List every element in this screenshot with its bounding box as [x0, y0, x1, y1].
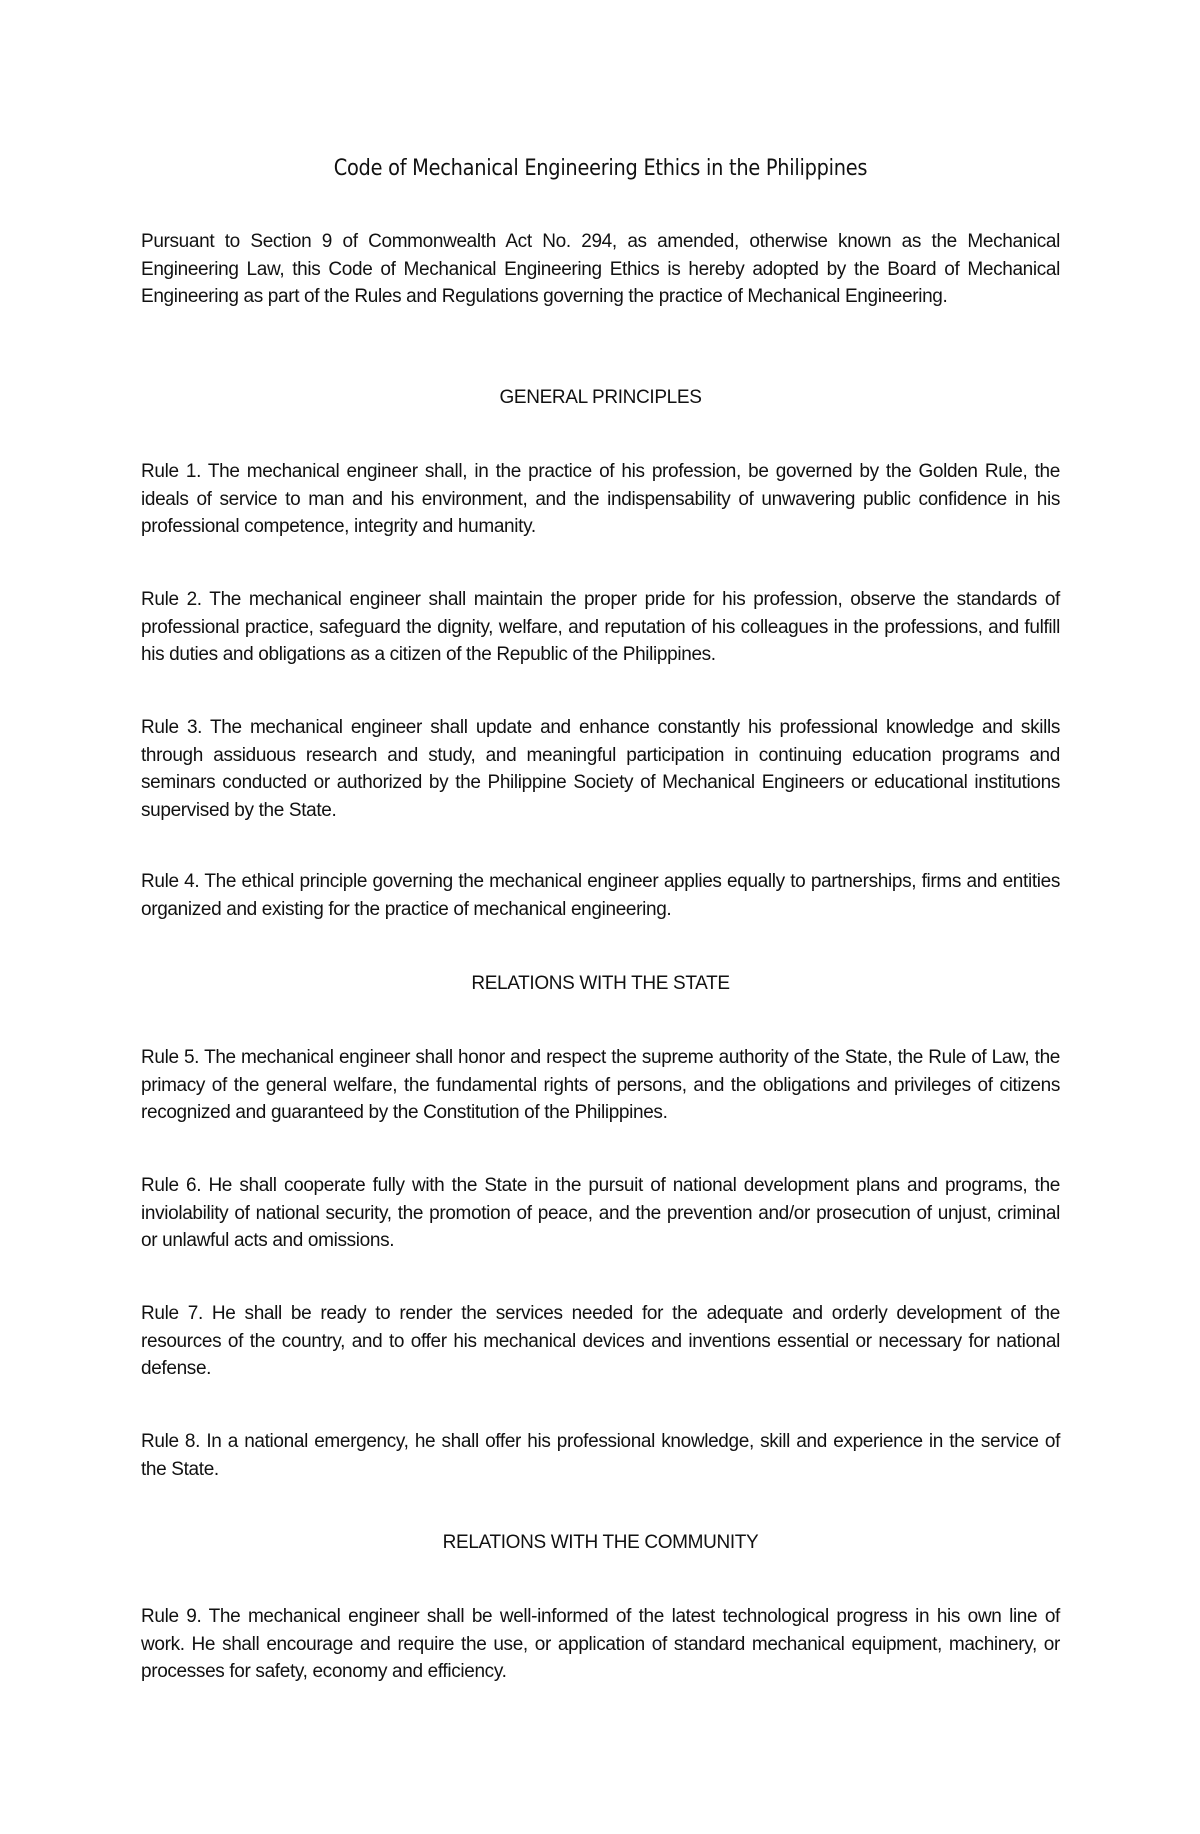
rule-9-paragraph: Rule 9. The mechanical engineer shall be well-informed of the latest technological progress in his own line of work. He shall encourage and require the use, or application of standard mechanical equipment, machinery, or processes for safety, economy and efficiency. — [141, 1606, 1060, 1682]
section-heading-relations-state: RELATIONS WITH THE STATE — [471, 973, 730, 994]
rule-2-paragraph: Rule 2. The mechanical engineer shall maintain the proper pride for his profession, observe the standards of professional practice, safeguard the dignity, welfare, and reputation of his colleagues in the professions, and fulfill his duties and obligations as a citizen of the Republic of the Philippines. — [141, 589, 1060, 665]
rule-6-paragraph: Rule 6. He shall cooperate fully with the State in the pursuit of national development plans and programs, the inviolability of national security, the promotion of peace, and the prevention and/or prosecution of unjust, criminal or unlawful acts and omissions. — [141, 1175, 1060, 1251]
rule-8-paragraph: Rule 8. In a national emergency, he shall offer his professional knowledge, skill and experience in the service of the State. — [141, 1431, 1060, 1480]
rule-4-paragraph: Rule 4. The ethical principle governing the mechanical engineer applies equally to partnerships, firms and entities organized and existing for the practice of mechanical engineering. — [141, 871, 1060, 920]
section-heading-general-principles: GENERAL PRINCIPLES — [499, 387, 702, 408]
intro-paragraph: Pursuant to Section 9 of Commonwealth Act No. 294, as amended, otherwise known as the Mechanical Engineering Law, this Code of Mechanical Engineering Ethics is hereby adopted by the Board of Mechanical Engineering as part of the Rules and Regulations governing the practice of Mechanical Engineering. — [141, 231, 1060, 307]
rule-5-paragraph: Rule 5. The mechanical engineer shall honor and respect the supreme authority of the State, the Rule of Law, the primacy of the general welfare, the fundamental rights of persons, and the obligations and privileges of citizens recognized and guaranteed by the Constitution of the Philippines. — [141, 1047, 1060, 1123]
document-title: Code of Mechanical Engineering Ethics in the Philippines — [333, 156, 868, 181]
rule-7-paragraph: Rule 7. He shall be ready to render the services needed for the adequate and orderly development of the resources of the country, and to offer his mechanical devices and inventions essential or necessary for national defense. — [141, 1303, 1060, 1379]
section-heading-relations-community: RELATIONS WITH THE COMMUNITY — [442, 1532, 759, 1553]
rule-3-paragraph: Rule 3. The mechanical engineer shall update and enhance constantly his professional knowledge and skills through assiduous research and study, and meaningful participation in continuing education programs and seminars conducted or authorized by the Philippine Society of Mechanical Engineers or educational institutions supervised by the State. — [141, 717, 1060, 821]
rule-1-paragraph: Rule 1. The mechanical engineer shall, in the practice of his profession, be governed by the Golden Rule, the ideals of service to man and his environment, and the indispensability of unwavering public confidence in his professional competence, integrity and humanity. — [141, 461, 1060, 537]
